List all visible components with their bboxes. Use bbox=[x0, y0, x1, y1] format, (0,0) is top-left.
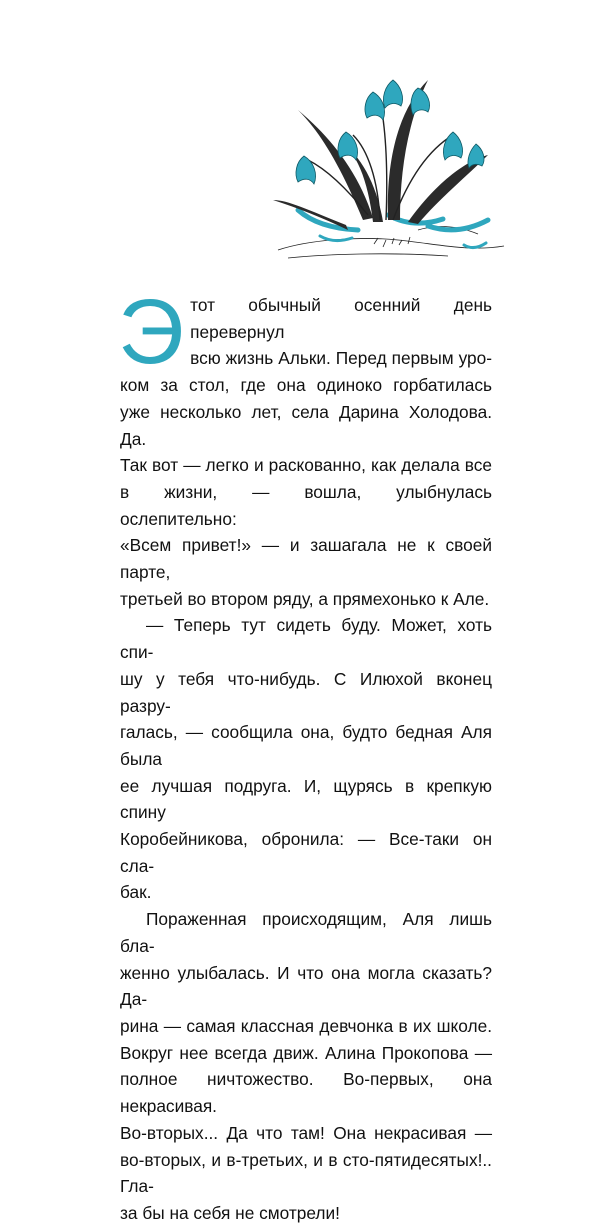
paragraph-1-cont bbox=[120, 586, 492, 613]
snowdrop-flowers-illustration bbox=[268, 40, 508, 270]
paragraph-line: галась, — сообщила она, будто бедная Аля была bbox=[120, 722, 492, 769]
paragraph-2-cont bbox=[120, 879, 492, 906]
paragraph-line: Коробейникова, обронила: — Все-таки он сла- bbox=[120, 829, 492, 876]
paragraph-3-cont bbox=[120, 1013, 492, 1040]
paragraph-3-cont bbox=[120, 1120, 492, 1147]
paragraph-line: шу у тебя что-нибудь. С Илюхой вконец разру- bbox=[120, 668, 492, 716]
paragraph-line: во-вторых, и в-третьих, и в сто-пятидесятых!.. Гла- bbox=[120, 1149, 492, 1197]
paragraph-1-cont bbox=[120, 399, 492, 452]
paragraph-line: Во-вторых... Да что там! Она некрасивая — bbox=[120, 1122, 492, 1143]
paragraph-line: тот обычный осенний день перевернул bbox=[190, 295, 492, 342]
ground-sketch bbox=[278, 227, 504, 258]
paragraph-line: ком за стол, где она одиноко горбатилась bbox=[120, 375, 492, 396]
paragraph-line: рина — самая классная девчонка в их школе. bbox=[120, 1015, 492, 1036]
paragraph-2 bbox=[120, 612, 492, 665]
paragraph-2-cont bbox=[120, 773, 492, 826]
paragraph-3-cont bbox=[120, 1147, 492, 1200]
paragraph-line: Вокруг нее всегда движ. Алина Прокопова — bbox=[120, 1042, 492, 1063]
paragraph-line: полное ничтожество. Во-первых, она некрасивая. bbox=[120, 1069, 492, 1117]
paragraph-line: в жизни, — вошла, улыбнулась ослепительно: bbox=[120, 481, 492, 529]
drop-cap: Э bbox=[118, 281, 185, 383]
paragraph-line: женно улыбалась. И что она могла сказать? Да- bbox=[120, 962, 492, 1010]
story-text bbox=[118, 281, 492, 1227]
paragraph-line: третьей во втором ряду, а прямехонько к Але. bbox=[120, 588, 490, 609]
paragraph-1 bbox=[118, 281, 492, 399]
paragraph-line: Так вот — легко и раскованно, как делала все bbox=[120, 455, 492, 476]
paragraph-line: всю жизнь Альки. Перед первым уро- bbox=[190, 348, 492, 369]
paragraph-line: за бы на себя не смотрели! bbox=[120, 1202, 340, 1223]
paragraph-3-cont bbox=[120, 960, 492, 1013]
paragraph-line: ее лучшая подруга. И, щурясь в крепкую спину bbox=[120, 775, 492, 823]
paragraph-2-cont bbox=[120, 666, 492, 719]
paragraph-1-cont bbox=[120, 532, 492, 585]
paragraph-line: Пораженная происходящим, Аля лишь бла- bbox=[120, 909, 492, 956]
paragraph-line: «Всем привет!» — и зашагала не к своей парте, bbox=[120, 535, 492, 583]
paragraph-2-cont bbox=[120, 719, 492, 772]
paragraph-1-cont bbox=[120, 452, 492, 479]
flower-heads bbox=[296, 80, 484, 184]
paragraph-line: уже несколько лет, села Дарина Холодова. Да. bbox=[120, 401, 492, 449]
paragraph-3-cont bbox=[120, 1066, 492, 1119]
paragraph-1-cont bbox=[120, 479, 492, 532]
paragraph-3-cont bbox=[120, 1040, 492, 1067]
paragraph-3 bbox=[120, 906, 492, 959]
paragraph-line: — Теперь тут сидеть буду. Может, хоть спи- bbox=[120, 615, 492, 663]
paragraph-line: бак. bbox=[120, 882, 152, 903]
paragraph-2-cont bbox=[120, 826, 492, 879]
paragraph-3-cont bbox=[120, 1200, 492, 1227]
